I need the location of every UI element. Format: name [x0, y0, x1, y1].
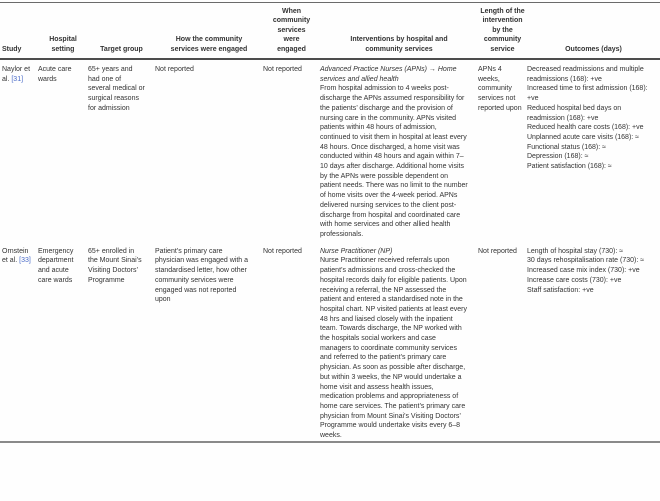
- table-row-ornstein: [0, 240, 660, 442]
- col-header-length: Length of the intervention by the community service: [480, 8, 525, 53]
- col-header-study: Study: [2, 45, 22, 53]
- reference-link[interactable]: [33]: [19, 257, 31, 265]
- outcomes-cell: [527, 59, 660, 240]
- col-header-how-engaged: How the community services were engaged: [170, 36, 248, 53]
- study-cell: [0, 240, 38, 442]
- outcome-item: Functional status (168): ≈: [527, 143, 606, 151]
- hospital-setting-cell: Emergency department and acute care wards: [38, 247, 74, 284]
- outcome-item: Staff satisfaction: +ve: [527, 286, 594, 294]
- interventions-cell: [320, 240, 478, 442]
- outcome-item: 30 days rehospitalisation rate (730): ≈: [527, 257, 645, 265]
- outcome-item: Reduced health care costs (168): +ve: [527, 124, 644, 132]
- length-cell: Not reported: [478, 247, 517, 255]
- study-name: Ornstein et al.: [2, 247, 29, 265]
- col-header-interventions: Interventions by hospital and community services: [350, 36, 448, 53]
- length-cell: APNs 4 weeks, community services not reported upon: [478, 66, 522, 112]
- study-cell: [0, 59, 38, 240]
- outcomes-cell: [527, 240, 660, 442]
- col-header-when-engaged: When community services were engaged: [272, 8, 311, 53]
- how-engaged-cell: Patient’s primary care physician was engaged with a standardised letter, how other community services were engaged was not reported upon: [155, 247, 249, 304]
- study-review-table: [0, 2, 660, 443]
- outcome-item: Reduced hospital bed days on readmission (168): +ve: [527, 104, 622, 122]
- intervention-title: Advanced Practice Nurses (APNs) → Home services and allied health: [320, 66, 457, 83]
- target-group-cell: 65+ years and had one of several medical or surgical reasons for admission: [88, 66, 145, 112]
- how-engaged-cell: Not reported: [155, 66, 194, 74]
- outcome-item: Unplanned acute care visits (168): ≈: [527, 133, 640, 141]
- intervention-body: From hospital admission to 4 weeks post-discharge the APNs assumed responsibility for the patients’ discharge and the provision of nursing care in the community. APNs visited patients within 48 hours of admission, continued to visit them in hospital at least every 48 hours. Once discharged, a home visit was conducted within 48 hours and again within 7–10 days after discharge. Additional home visits by the APNs were possible dependent on patient needs. There was no limit to the number of home visits over the 4-week period. APNs delivered nursing services to the client post-discharge from hospital and coordinated care with home services and other allied health professionals.: [320, 85, 468, 238]
- header-row: [0, 3, 660, 60]
- when-engaged-cell: Not reported: [263, 66, 302, 74]
- table-row-naylor: [0, 59, 660, 240]
- hospital-setting-cell: Acute care wards: [38, 66, 72, 83]
- when-engaged-cell: Not reported: [263, 247, 302, 255]
- intervention-body: Nurse Practitioner received referrals upon patient’s admissions and cross-checked the hospital records daily for eligible patients. Upon receiving a referral, the NP assessed the patient and entered a standardised note in the hospital chart. NP visited patients at least every 48 hrs and liaised closely with the inpatient team. Towards discharge, the NP worked with the hospitals social workers and case managers to coordinate community services and referred to the patient’s primary care physician. As soon as possible after discharge, but within 3 weeks, the NP would undertake a home visit and assess health issues, medication problems and appropriateness of home care services. The patient’s primary care physician from Mount Sinai’s Visiting Doctors’ Programme would undertake visits every 6–8 weeks.: [320, 257, 467, 440]
- outcome-item: Patient satisfaction (168): ≈: [527, 163, 612, 171]
- interventions-cell: [320, 59, 478, 240]
- col-header-target-group: Target group: [100, 45, 143, 53]
- col-header-hospital-setting: Hospital setting: [49, 36, 77, 53]
- study-name: Naylor et al.: [2, 66, 31, 83]
- outcome-item: Increased time to first admission (168): +ve: [527, 85, 648, 103]
- intervention-title: Nurse Practitioner (NP): [320, 247, 393, 255]
- col-header-outcomes: Outcomes (days): [565, 45, 622, 53]
- outcome-item: Increased case mix index (730): +ve: [527, 267, 640, 275]
- reference-link[interactable]: [31]: [11, 75, 24, 83]
- outcome-item: Depression (168): ≈: [527, 153, 589, 161]
- outcome-item: Decreased readmissions and multiple readmissions (168): +ve: [527, 66, 644, 83]
- target-group-cell: 65+ enrolled in the Mount Sinai’s Visiting Doctors’ Programme: [88, 247, 142, 284]
- outcome-item: Increase care costs (730): +ve: [527, 276, 622, 284]
- outcome-item: Length of hospital stay (730): ≈: [527, 247, 624, 255]
